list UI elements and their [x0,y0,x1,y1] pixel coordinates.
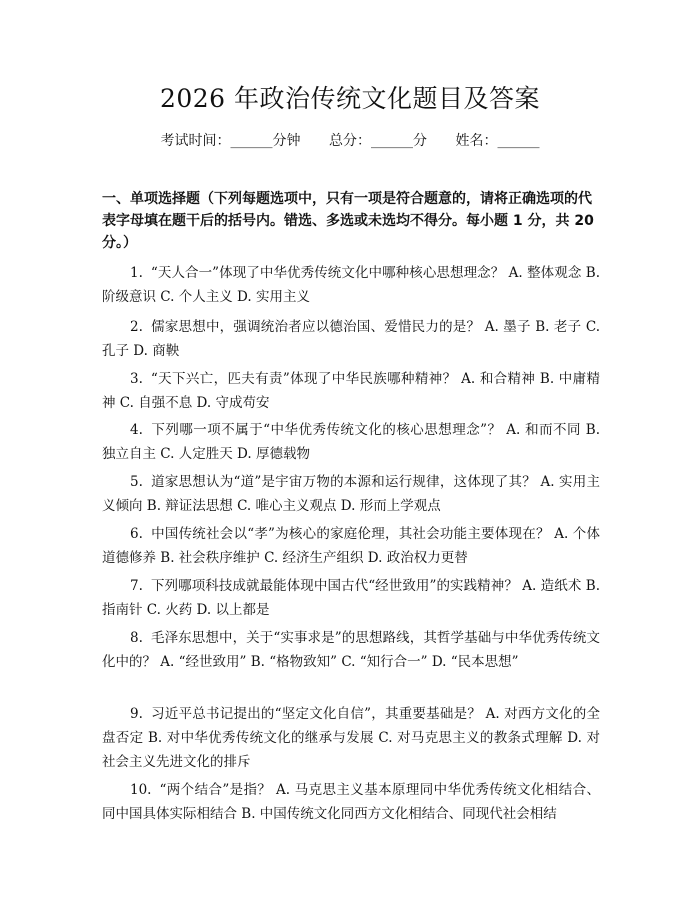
question-number: 9. [130,706,143,722]
exam-name: 姓名：______ [455,133,540,149]
question-text: 习近平总书记提出的“坚定文化自信”，其重要基础是？ A. 对西方文化的全盘否定 B. 对中华优秀传统文化的继承与发展 C. 对马克思主义的教条式理解 D. 对社会主义先进文化的排斥 [102,706,600,770]
question-3 [102,367,600,415]
question-1 [102,261,600,309]
question-text: 道家思想认为“道”是宇宙万物的本源和运行规律，这体现了其？ A. 实用主义倾向 B. 辩证法思想 C. 唯心主义观点 D. 形而上学观点 [102,474,600,514]
question-number: 8. [130,630,143,646]
question-text: 儒家思想中，强调统治者应以德治国、爱惜民力的是？ A. 墨子 B. 老子 C. 孔子 D. 商鞅 [102,319,600,359]
question-text: 中国传统社会以“孝”为核心的家庭伦理，其社会功能主要体现在？ A. 个体道德修养 B. 社会秩序维护 C. 经济生产组织 D. 政治权力更替 [102,526,600,566]
question-text: 下列哪一项不属于“中华优秀传统文化的核心思想理念”？ A. 和而不同 B. 独立自主 C. 人定胜天 D. 厚德载物 [102,422,600,462]
question-7 [102,574,600,622]
question-number: 10. [130,782,152,798]
question-10 [102,778,600,826]
document-title: 2026 年政治传统文化题目及答案 [159,84,541,113]
question-number: 7. [130,578,143,594]
question-number: 4. [130,422,143,438]
question-text: 下列哪项科技成就最能体现中国古代“经世致用”的实践精神？ A. 造纸术 B. 指南针 C. 火药 D. 以上都是 [102,578,600,618]
question-text: “两个结合”是指？ A. 马克思主义基本原理同中华优秀传统文化相结合、同中国具体实际相结合 B. 中国传统文化同西方文化相结合、同现代社会相结 [102,782,600,822]
question-text: “天下兴亡，匹夫有责”体现了中华民族哪种精神？ A. 和合精神 B. 中庸精神 C. 自强不息 D. 守成苟安 [102,371,600,411]
question-9 [102,702,600,774]
exam-meta [0,131,700,151]
question-text: 毛泽东思想中，关于“实事求是”的思想路线，其哲学基础与中华优秀传统文化中的？ A. “经世致用” B. “格物致知” C. “知行合一” D. “民本思想” [102,630,600,670]
exam-score: 总分：______分 [329,133,427,149]
exam-time: 考试时间：______分钟 [160,133,301,149]
question-number: 2. [130,319,143,335]
question-number: 1. [130,265,143,281]
question-2 [102,315,600,363]
question-text: “天人合一”体现了中华优秀传统文化中哪种核心思想理念？ A. 整体观念 B. 阶级意识 C. 个人主义 D. 实用主义 [102,265,600,305]
question-4 [102,418,600,466]
question-number: 6. [130,526,143,542]
question-8 [102,626,600,674]
question-5 [102,470,600,518]
question-number: 3. [130,371,143,387]
question-6 [102,522,600,570]
question-number: 5. [130,474,143,490]
section-title: 一、单项选择题（下列每题选项中，只有一项是符合题意的，请将正确选项的代表字母填在题干后的括号内。错选、多选或未选均不得分。每小题 1 分，共 20 分。） [102,191,594,251]
